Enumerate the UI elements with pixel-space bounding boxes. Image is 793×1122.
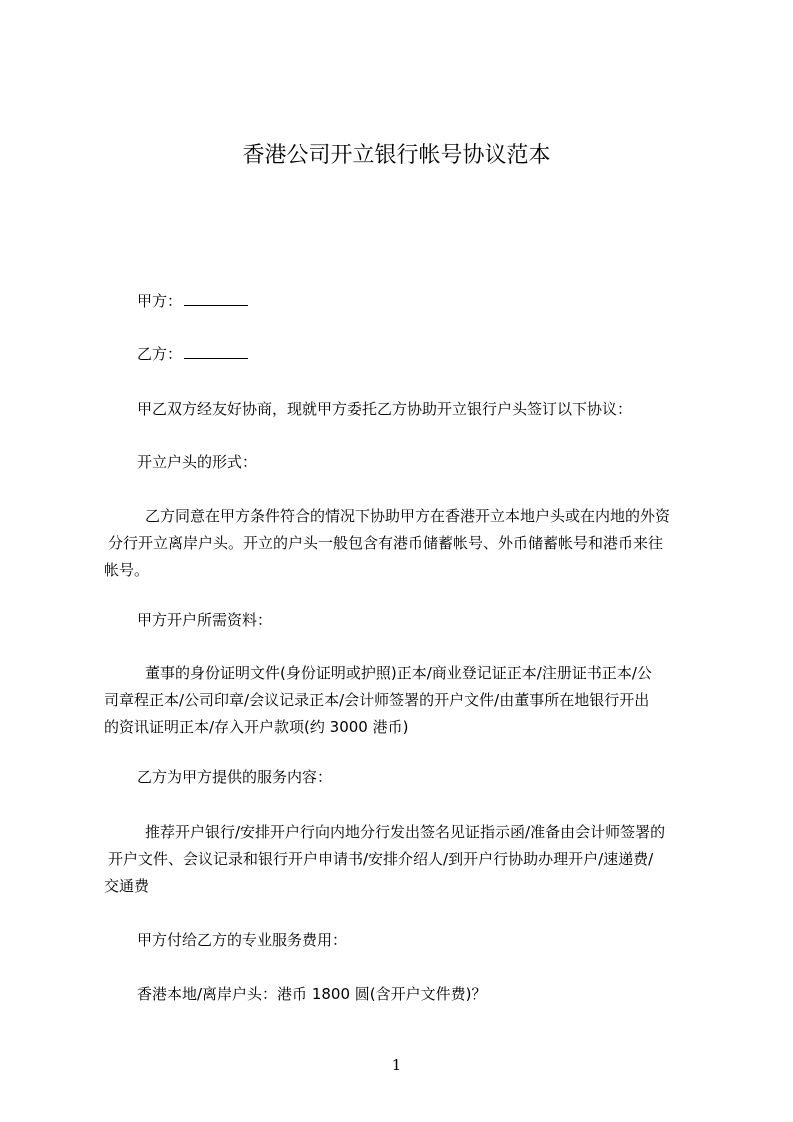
section1-body-line: 帐号。 [104, 561, 150, 579]
section3-body-line: 开户文件、会议记录和银行开户申请书/安排介绍人/到开户行协助办理开户/速递费/ [108, 850, 654, 868]
party-b-label: 乙方： [137, 345, 183, 363]
section2-heading: 甲方开户所需资料： [137, 611, 273, 629]
intro-paragraph: 甲乙双方经友好协商，现就甲方委托乙方协助开立银行户头签订以下协议： [137, 400, 633, 418]
document-title: 香港公司开立银行帐号协议范本 [242, 143, 551, 168]
section2-body-line: 董事的身份证明文件(身份证明或护照)正本/商业登记证正本/注册证书正本/公 [145, 664, 652, 682]
fee-line: 香港本地/离岸户头：港币 1800 圆(含开户文件费)？ [137, 985, 487, 1003]
section1-body-line: 乙方同意在甲方条件符合的情况下协助甲方在香港开立本地户头或在内地的外资 [145, 507, 671, 525]
page-number: 1 [391, 1056, 402, 1074]
section1-body-line: 分行开立离岸户头。开立的户头一般包含有港币储蓄帐号、外币储蓄帐号和港币来往 [108, 534, 664, 552]
section1-heading: 开立户头的形式： [137, 453, 258, 471]
section2-body-line: 的资讯证明正本/存入开户款项(约 3000 港币) [104, 718, 409, 736]
section2-body-line: 司章程正本/公司印章/会议记录正本/会计师签署的开户文件/由董事所在地银行开出 [104, 691, 650, 709]
section3-heading: 乙方为甲方提供的服务内容： [137, 768, 333, 786]
party-a-label: 甲方： [137, 292, 183, 310]
section3-body-line: 交通费 [104, 877, 150, 895]
party-a-blank [184, 291, 248, 306]
party-b-blank [184, 344, 248, 359]
party-a-line [137, 290, 248, 312]
party-b-line [137, 343, 248, 365]
section3-body-line: 推荐开户银行/安排开户行向内地分行发出签名见证指示函/准备由会计师签署的 [145, 823, 666, 841]
section4-heading: 甲方付给乙方的专业服务费用： [137, 931, 348, 949]
